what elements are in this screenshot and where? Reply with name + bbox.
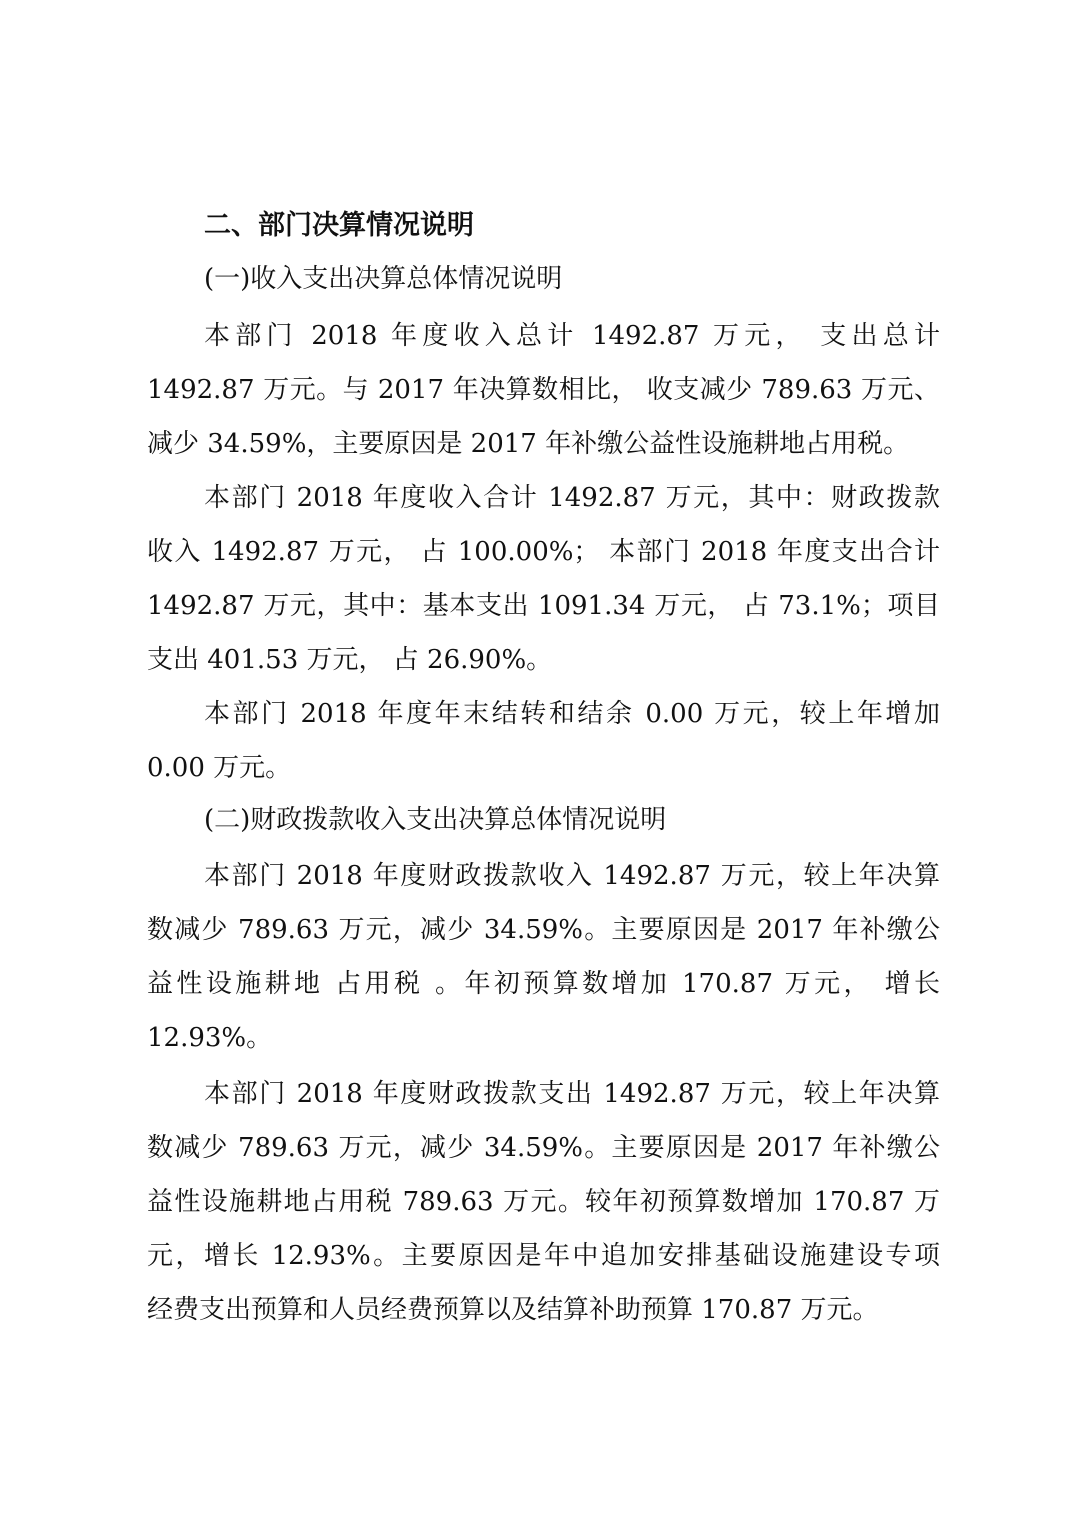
paragraph-line: 减少 34.59%，主要原因是 2017 年补缴公益性设施耕地占用税。 xyxy=(147,429,910,459)
paragraph-line: 本部门 2018 年度收入合计 1492.87 万元，其中：财政拨款 xyxy=(204,483,940,513)
paragraph-line: 本部门 2018 年度财政拨款支出 1492.87 万元，较上年决算 xyxy=(204,1079,940,1109)
paragraph-line: 本部门 2018 年度收入总计 1492.87 万元， 支出总计 xyxy=(204,321,940,351)
paragraph-line: 1492.87 万元，其中：基本支出 1091.34 万元， 占 73.1%；项目 xyxy=(147,591,940,621)
subsection-2-title: (二)财政拨款收入支出决算总体情况说明 xyxy=(204,805,667,835)
paragraph-line: 数减少 789.63 万元，减少 34.59%。主要原因是 2017 年补缴公 xyxy=(147,915,940,945)
paragraph-line: 12.93%。 xyxy=(147,1023,273,1053)
subsection-1-title: (一)收入支出决算总体情况说明 xyxy=(204,264,563,294)
paragraph-line: 元，增长 12.93%。主要原因是年中追加安排基础设施建设专项 xyxy=(147,1241,940,1271)
paragraph-line: 益性设施耕地 占用税 。年初预算数增加 170.87 万元， 增长 xyxy=(147,969,940,999)
paragraph-line: 本部门 2018 年度年末结转和结余 0.00 万元，较上年增加 xyxy=(204,699,940,729)
paragraph-line: 收入 1492.87 万元， 占 100.00%； 本部门 2018 年度支出合计 xyxy=(147,537,940,567)
paragraph-line: 经费支出预算和人员经费预算以及结算补助预算 170.87 万元。 xyxy=(147,1295,879,1325)
paragraph-line: 数减少 789.63 万元，减少 34.59%。主要原因是 2017 年补缴公 xyxy=(147,1133,940,1163)
paragraph-line: 1492.87 万元。与 2017 年决算数相比， 收支减少 789.63 万元、 xyxy=(147,375,940,405)
paragraph-line: 本部门 2018 年度财政拨款收入 1492.87 万元，较上年决算 xyxy=(204,861,940,891)
paragraph-line: 益性设施耕地占用税 789.63 万元。较年初预算数增加 170.87 万 xyxy=(147,1187,940,1217)
paragraph-line: 0.00 万元。 xyxy=(147,753,292,783)
section-title: 二、部门决算情况说明 xyxy=(204,210,474,241)
paragraph-line: 支出 401.53 万元， 占 26.90%。 xyxy=(147,645,553,675)
